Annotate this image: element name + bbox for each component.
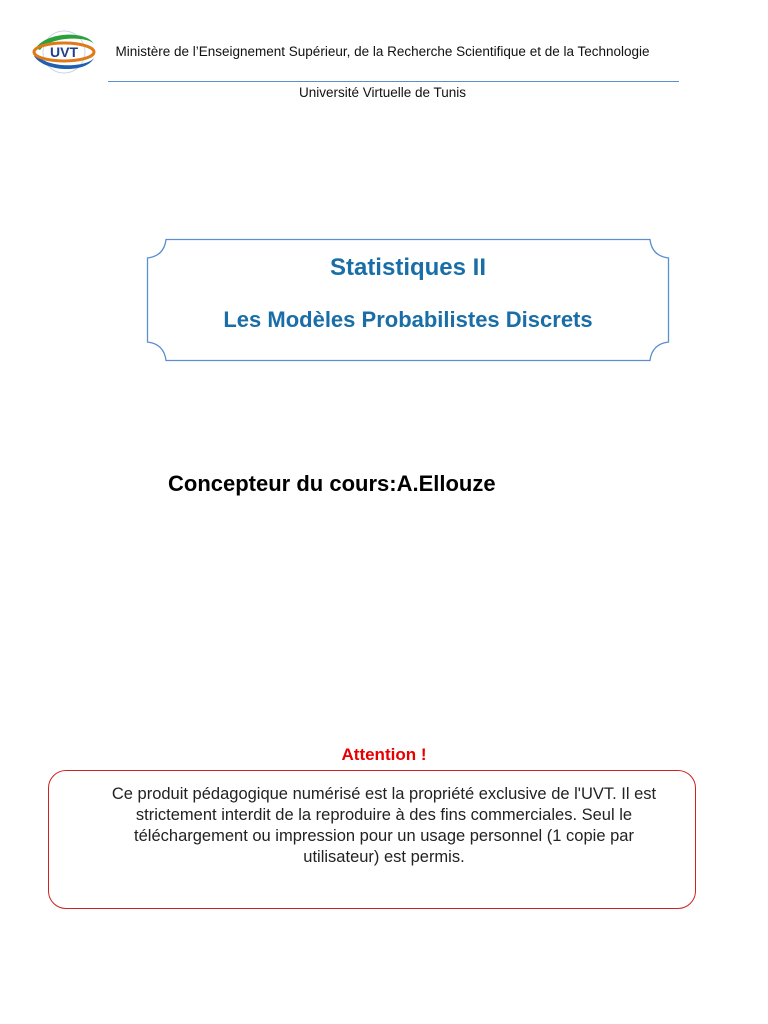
course-title: Statistiques II <box>329 254 487 281</box>
course-designer: Concepteur du cours:A.Ellouze <box>168 471 496 496</box>
attention-heading: Attention ! <box>341 745 427 764</box>
ministry-name: Ministère de l’Enseignement Supérieur, de la Recherche Scientifique et de la Technologie <box>115 44 650 59</box>
university-name: Université Virtuelle de Tunis <box>298 85 467 100</box>
course-subtitle: Les Modèles Probabilistes Discrets <box>223 307 593 332</box>
uvt-logo <box>30 26 98 78</box>
header-divider <box>108 81 679 82</box>
svg-text:UVT: UVT <box>50 44 78 60</box>
copyright-notice-text: Ce produit pédagogique numérisé est la propriété exclusive de l'UVT. Il est strictement interdit de la reproduire à des fins commerciales. Seul le téléchargement ou impression pour un usage personnel (1 copie par utilisateur) est permis. <box>111 785 657 866</box>
